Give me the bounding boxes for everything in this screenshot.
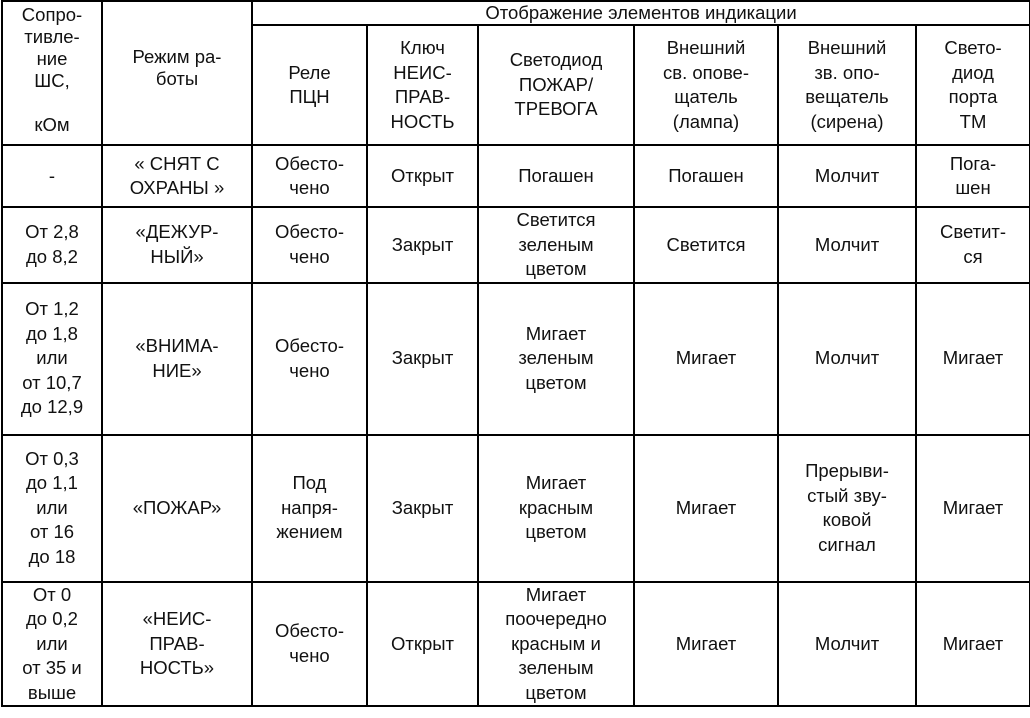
- cell-external-lamp: Погашен: [634, 145, 778, 207]
- cell-mode: «ВНИМА- НИЕ»: [102, 283, 252, 435]
- cell-external-lamp: Мигает: [634, 435, 778, 582]
- cell-fault-key: Открыт: [367, 145, 478, 207]
- cell-fire-alarm-led: Мигает красным цветом: [478, 435, 634, 582]
- cell-resistance: От 0,3 до 1,1 или от 16 до 18: [2, 435, 102, 582]
- cell-relay-pcn: Обесто- чено: [252, 283, 367, 435]
- indication-modes-table: [1, 0, 1030, 707]
- cell-mode: «ПОЖАР»: [102, 435, 252, 582]
- cell-fault-key: Закрыт: [367, 435, 478, 582]
- cell-tm-port-led: Пога- шен: [916, 145, 1030, 207]
- cell-mode: « СНЯТ С ОХРАНЫ »: [102, 145, 252, 207]
- cell-fire-alarm-led: Мигает поочередно красным и зеленым цветом: [478, 582, 634, 707]
- table-row: [2, 435, 1030, 582]
- table-row: [2, 207, 1030, 283]
- header-row-top: [2, 1, 1030, 25]
- cell-resistance: От 1,2 до 1,8 или от 10,7 до 12,9: [2, 283, 102, 435]
- cell-fire-alarm-led: Мигает зеленым цветом: [478, 283, 634, 435]
- cell-fault-key: Открыт: [367, 582, 478, 707]
- cell-relay-pcn: Обесто- чено: [252, 582, 367, 707]
- cell-resistance: От 2,8 до 8,2: [2, 207, 102, 283]
- header-fire-alarm-led: Светодиод ПОЖАР/ ТРЕВОГА: [478, 25, 634, 145]
- cell-fault-key: Закрыт: [367, 283, 478, 435]
- cell-external-siren: Молчит: [778, 582, 916, 707]
- header-tm-port-led: Свето- диод порта ТМ: [916, 25, 1030, 145]
- cell-relay-pcn: Обесто- чено: [252, 145, 367, 207]
- table-row: [2, 283, 1030, 435]
- table-row: [2, 582, 1030, 707]
- cell-external-siren: Прерыви- стый зву- ковой сигнал: [778, 435, 916, 582]
- header-resistance: Сопро- тивле- ние ШС, кОм: [2, 1, 102, 145]
- cell-external-lamp: Мигает: [634, 582, 778, 707]
- header-external-lamp: Внешний св. опове- щатель (лампа): [634, 25, 778, 145]
- cell-mode: «НЕИС- ПРАВ- НОСТЬ»: [102, 582, 252, 707]
- cell-external-siren: Молчит: [778, 207, 916, 283]
- cell-fire-alarm-led: Погашен: [478, 145, 634, 207]
- header-fault-key: Ключ НЕИС- ПРАВ- НОСТЬ: [367, 25, 478, 145]
- header-external-siren: Внешний зв. опо- вещатель (сирена): [778, 25, 916, 145]
- cell-tm-port-led: Мигает: [916, 582, 1030, 707]
- cell-resistance: -: [2, 145, 102, 207]
- cell-mode: «ДЕЖУР- НЫЙ»: [102, 207, 252, 283]
- cell-tm-port-led: Мигает: [916, 435, 1030, 582]
- cell-tm-port-led: Мигает: [916, 283, 1030, 435]
- header-indication-group: Отображение элементов индикации: [252, 1, 1030, 25]
- cell-resistance: От 0 до 0,2 или от 35 и выше: [2, 582, 102, 707]
- cell-fire-alarm-led: Светится зеленым цветом: [478, 207, 634, 283]
- cell-external-siren: Молчит: [778, 283, 916, 435]
- cell-external-siren: Молчит: [778, 145, 916, 207]
- header-mode: Режим ра- боты: [102, 1, 252, 145]
- table-row: [2, 145, 1030, 207]
- cell-fault-key: Закрыт: [367, 207, 478, 283]
- cell-tm-port-led: Светит- ся: [916, 207, 1030, 283]
- cell-relay-pcn: Обесто- чено: [252, 207, 367, 283]
- cell-relay-pcn: Под напря- жением: [252, 435, 367, 582]
- header-relay-pcn: Реле ПЦН: [252, 25, 367, 145]
- cell-external-lamp: Светится: [634, 207, 778, 283]
- cell-external-lamp: Мигает: [634, 283, 778, 435]
